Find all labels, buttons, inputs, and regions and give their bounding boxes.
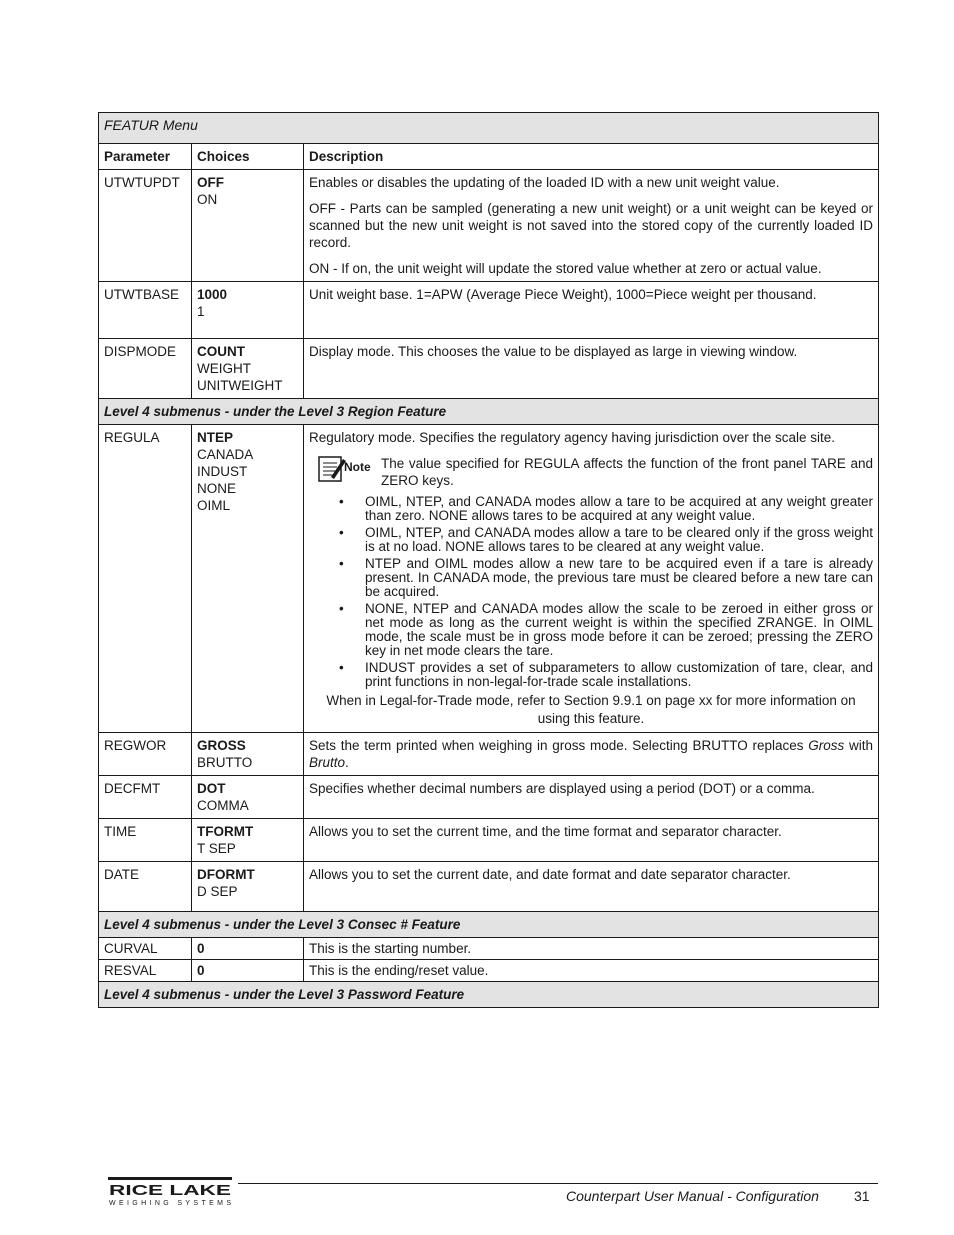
table-row bbox=[99, 862, 879, 912]
default-choice: OFF bbox=[197, 175, 224, 190]
param-cell: REGWOR bbox=[99, 733, 192, 776]
list-item: • NONE, NTEP and CANADA modes allow the scale to be zeroed in either gross or net mode as long as the current weight is within the specified ZRANGE. In OIML mode, the scale must be in gross mode before it can be zeroed; pressing the ZERO key in net mode clears the tare. bbox=[365, 602, 873, 658]
param-cell: DATE bbox=[99, 862, 192, 912]
svg-text:WEIGHING SYSTEMS: WEIGHING SYSTEMS bbox=[109, 1200, 231, 1207]
default-choice: GROSS bbox=[197, 738, 246, 753]
param-cell: CURVAL bbox=[99, 938, 192, 960]
table-row bbox=[99, 339, 879, 399]
description-cell bbox=[304, 733, 879, 776]
default-choice: DFORMT bbox=[197, 867, 255, 882]
choice: COMMA bbox=[197, 798, 249, 813]
description-cell bbox=[304, 170, 879, 282]
description-text: Specifies whether decimal numbers are displayed using a period (DOT) or a comma. bbox=[309, 781, 815, 796]
param-cell: UTWTUPDT bbox=[99, 170, 192, 282]
note-box bbox=[317, 455, 873, 489]
rice-lake-logo bbox=[108, 1175, 234, 1207]
svg-text:Note: Note bbox=[344, 460, 371, 474]
table-row bbox=[99, 938, 879, 960]
default-choice: 1000 bbox=[197, 287, 228, 302]
default-choice: COUNT bbox=[197, 344, 245, 359]
bullet-list bbox=[309, 495, 873, 689]
choice: D SEP bbox=[197, 884, 238, 899]
default-choice: DOT bbox=[197, 781, 226, 796]
param-cell: UTWTBASE bbox=[99, 282, 192, 339]
note-pencil-icon bbox=[317, 455, 375, 485]
choices-cell bbox=[192, 425, 304, 733]
table-title: FEATUR Menu bbox=[99, 113, 879, 144]
list-item: • OIML, NTEP, and CANADA modes allow a tare to be acquired at any weight greater than zero. NONE allows tares to be acquired at any weight value. bbox=[365, 495, 873, 523]
subheading-password: Level 4 submenus - under the Level 3 Password Feature bbox=[99, 982, 879, 1008]
choice: ON bbox=[197, 192, 218, 207]
choices-cell bbox=[192, 733, 304, 776]
choices-cell bbox=[192, 776, 304, 819]
description-cell bbox=[304, 339, 879, 399]
description-text: Allows you to set the current time, and the time format and separator character. bbox=[309, 824, 782, 839]
choice: WEIGHT bbox=[197, 361, 251, 376]
choices-cell bbox=[192, 339, 304, 399]
page-number: 31 bbox=[854, 1188, 870, 1204]
header-description: Description bbox=[304, 144, 879, 170]
subheading-row bbox=[99, 399, 879, 425]
param-cell: DISPMODE bbox=[99, 339, 192, 399]
description-cell: This is the ending/reset value. bbox=[304, 960, 879, 982]
choice: OIML bbox=[197, 498, 231, 513]
footer-title: Counterpart User Manual - Configuration bbox=[566, 1188, 819, 1204]
choices-cell bbox=[192, 862, 304, 912]
choice: UNITWEIGHT bbox=[197, 378, 283, 393]
description-cell bbox=[304, 819, 879, 862]
footer-rule bbox=[238, 1183, 878, 1184]
default-choice: 0 bbox=[197, 941, 205, 956]
choices-cell bbox=[192, 282, 304, 339]
list-item: • OIML, NTEP, and CANADA modes allow a tare to be cleared only if the gross weight is at no load. NONE allows tares to be cleared at any weight value. bbox=[365, 526, 873, 554]
table-row bbox=[99, 733, 879, 776]
description-cell bbox=[304, 776, 879, 819]
description-cell bbox=[304, 282, 879, 339]
header-parameter: Parameter bbox=[99, 144, 192, 170]
description-text: Allows you to set the current date, and date format and date separator character. bbox=[309, 867, 791, 882]
choices-cell bbox=[192, 819, 304, 862]
header-choices: Choices bbox=[192, 144, 304, 170]
featur-menu-table bbox=[98, 112, 879, 1008]
description-text: OFF - Parts can be sampled (generating a new unit weight) or a unit weight can be keyed or scanned but the new unit weight is not saved into the stored copy of the currently loaded ID record. bbox=[309, 201, 874, 250]
param-cell: TIME bbox=[99, 819, 192, 862]
legal-for-trade-note: When in Legal-for-Trade mode, refer to Section 9.9.1 on page xx for more information on using this feature. bbox=[326, 693, 856, 726]
default-choice: NTEP bbox=[197, 430, 234, 445]
description-text: Enables or disables the updating of the loaded ID with a new unit weight value. bbox=[309, 175, 780, 190]
choice: BRUTTO bbox=[197, 755, 253, 770]
table-row bbox=[99, 425, 879, 733]
subheading-consec: Level 4 submenus - under the Level 3 Consec # Feature bbox=[99, 912, 879, 938]
default-choice: 0 bbox=[197, 963, 205, 978]
choice: 1 bbox=[197, 304, 205, 319]
default-choice: TFORMT bbox=[197, 824, 254, 839]
description-cell: This is the starting number. bbox=[304, 938, 879, 960]
table-row bbox=[99, 776, 879, 819]
subheading-row bbox=[99, 982, 879, 1008]
description-text: Sets the term printed when weighing in gross mode. Selecting BRUTTO replaces Gross with Brutto. bbox=[309, 738, 874, 770]
svg-text:RICE LAKE: RICE LAKE bbox=[109, 1182, 231, 1199]
choice: INDUST bbox=[197, 464, 248, 479]
description-text: ON - If on, the unit weight will update the stored value whether at zero or actual value. bbox=[309, 261, 822, 276]
description-cell bbox=[304, 425, 879, 733]
table-title-row bbox=[99, 113, 879, 144]
description-text: Display mode. This chooses the value to be displayed as large in viewing window. bbox=[309, 344, 798, 359]
choice: T SEP bbox=[197, 841, 236, 856]
note-text: The value specified for REGULA affects the function of the front panel TARE and ZERO keys. bbox=[381, 456, 874, 488]
param-cell: DECFMT bbox=[99, 776, 192, 819]
table-row bbox=[99, 819, 879, 862]
list-item: • INDUST provides a set of subparameters to allow customization of tare, clear, and print functions in non-legal-for-trade scale installations. bbox=[365, 661, 873, 689]
table-row bbox=[99, 960, 879, 982]
description-cell bbox=[304, 862, 879, 912]
description-text: Unit weight base. 1=APW (Average Piece Weight), 1000=Piece weight per thousand. bbox=[309, 287, 817, 302]
choice: NONE bbox=[197, 481, 237, 496]
list-item: • NTEP and OIML modes allow a new tare to be acquired even if a tare is already present. In CANADA mode, the previous tare must be cleared before a new tare can be acquired. bbox=[365, 557, 873, 599]
table-row bbox=[99, 282, 879, 339]
choices-cell bbox=[192, 960, 304, 982]
subheading-row bbox=[99, 912, 879, 938]
choices-cell bbox=[192, 938, 304, 960]
choice: CANADA bbox=[197, 447, 254, 462]
table-header-row bbox=[99, 144, 879, 170]
description-text: Regulatory mode. Specifies the regulatory agency having jurisdiction over the scale site. bbox=[309, 430, 836, 445]
choices-cell bbox=[192, 170, 304, 282]
note-icon bbox=[317, 455, 381, 489]
subheading-region: Level 4 submenus - under the Level 3 Region Feature bbox=[99, 399, 879, 425]
param-cell: RESVAL bbox=[99, 960, 192, 982]
param-cell: REGULA bbox=[99, 425, 192, 733]
table-row bbox=[99, 170, 879, 282]
